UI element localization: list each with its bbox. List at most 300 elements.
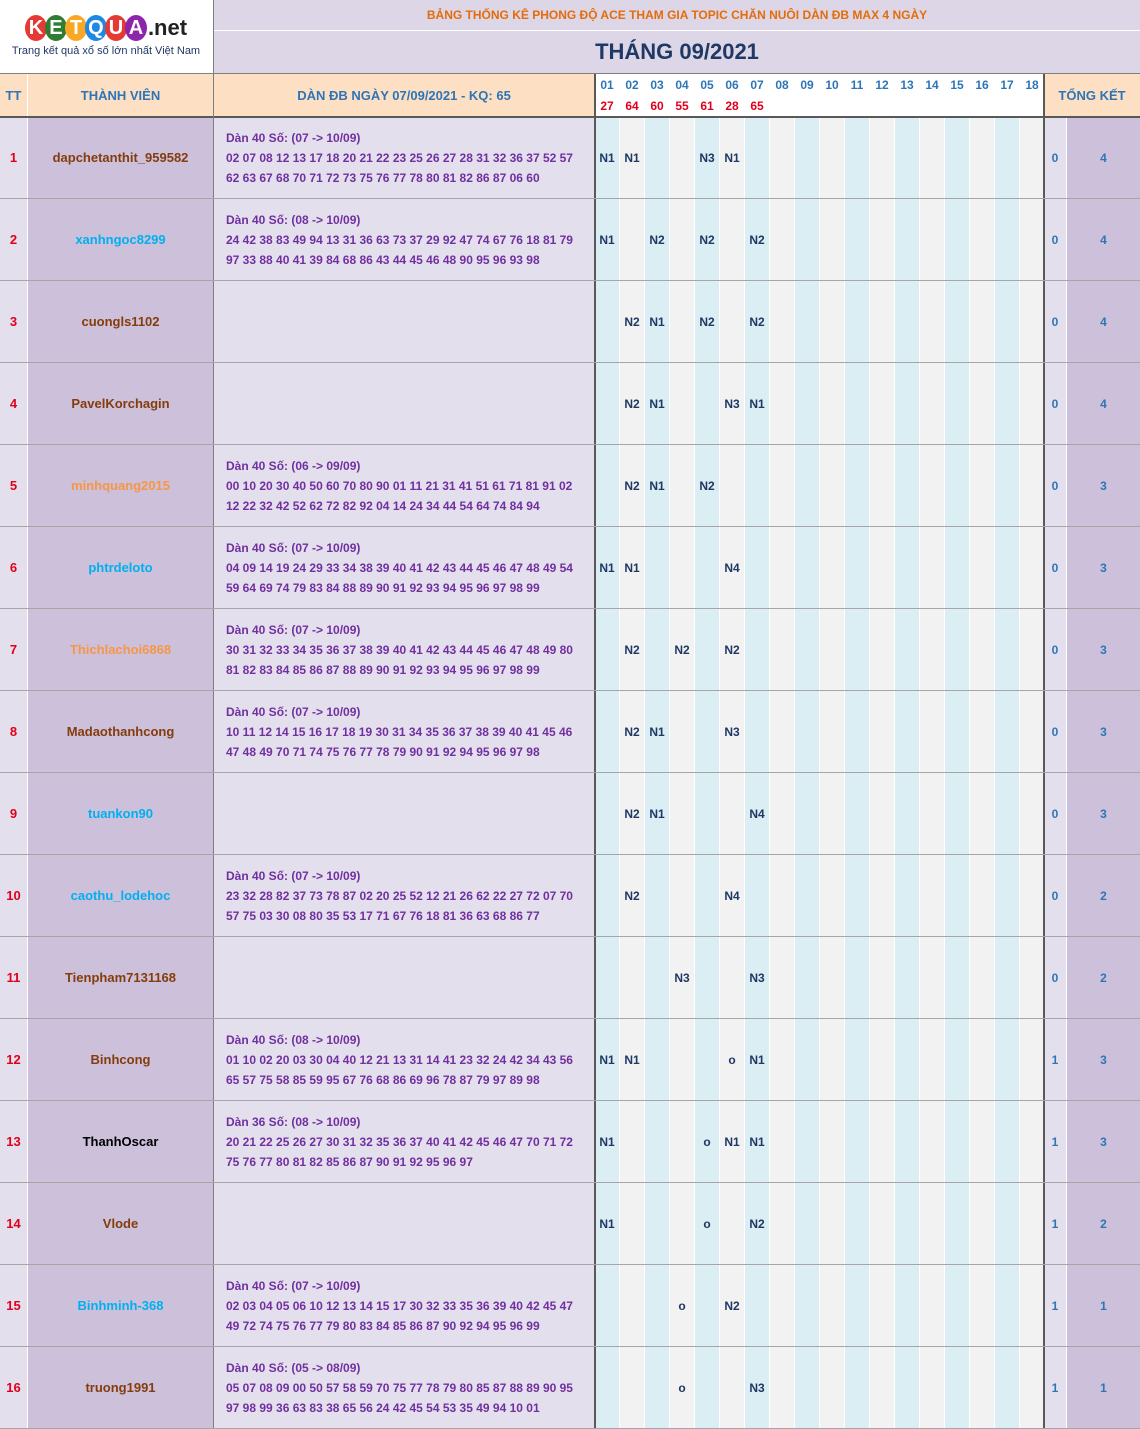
day-result-cell: [1020, 691, 1044, 772]
logo-letter: E: [45, 15, 67, 41]
row-line: [0, 444, 1140, 445]
member-name[interactable]: Binhcong: [28, 1019, 213, 1100]
day-result-cell: [795, 1101, 819, 1182]
day-result-cell: [595, 1265, 619, 1346]
day-result-cell: [870, 1265, 894, 1346]
day-result-cell: N2: [720, 609, 744, 690]
day-result-cell: [920, 281, 944, 362]
day-result-cell: [795, 855, 819, 936]
day-result-cell: [795, 199, 819, 280]
dan-line: 30 31 32 33 34 35 36 37 38 39 40 41 42 43 44 45 46 47 48 49 80: [226, 642, 573, 657]
summary-hit: 3: [1067, 1101, 1140, 1182]
day-result-cell: N2: [745, 1183, 769, 1264]
day-result-cell: [945, 691, 969, 772]
col-header-dan: DÀN ĐB NGÀY 07/09/2021 - KQ: 65: [214, 74, 594, 116]
day-result-cell: o: [670, 1347, 694, 1428]
member-name[interactable]: Madaothanhcong: [28, 691, 213, 772]
day-result-cell: [945, 1183, 969, 1264]
day-result-cell: [895, 1265, 919, 1346]
dan-numbers: [214, 117, 594, 198]
day-result-cell: [920, 199, 944, 280]
col-line: [213, 0, 214, 1429]
day-result-cell: [820, 609, 844, 690]
day-result-cell: N3: [695, 117, 719, 198]
day-result-cell: [945, 363, 969, 444]
day-header: 14: [920, 74, 944, 95]
day-result-cell: [1020, 1019, 1044, 1100]
row-number: 14: [0, 1183, 27, 1264]
summary-miss: 0: [1044, 445, 1066, 526]
member-name[interactable]: xanhngoc8299: [28, 199, 213, 280]
day-header: 09: [795, 74, 819, 95]
dan-line: 59 64 69 74 79 83 84 88 89 90 91 92 93 94 95 96 97 98 99: [226, 580, 540, 595]
day-result-cell: [595, 773, 619, 854]
day-result: [870, 96, 894, 116]
day-result-cell: [645, 937, 669, 1018]
day-result-cell: [945, 1019, 969, 1100]
day-result-cell: [970, 1019, 994, 1100]
dan-line: 00 10 20 30 40 50 60 70 80 90 01 11 21 31 41 51 61 71 81 91 02: [226, 478, 573, 493]
day-result-cell: [970, 937, 994, 1018]
ketqua-logo[interactable]: [0, 0, 212, 72]
day-result-cell: [845, 691, 869, 772]
col-header-tt: TT: [0, 74, 27, 116]
day-result-cell: N1: [620, 1019, 644, 1100]
day-result-cell: N1: [620, 527, 644, 608]
day-result-cell: [795, 1019, 819, 1100]
day-result-cell: [820, 937, 844, 1018]
day-header: 04: [670, 74, 694, 95]
day-result-cell: [995, 1101, 1019, 1182]
day-result-cell: [795, 445, 819, 526]
day-result-cell: [895, 363, 919, 444]
day-result-cell: o: [720, 1019, 744, 1100]
day-header: 02: [620, 74, 644, 95]
dan-numbers: [214, 363, 594, 444]
member-name[interactable]: dapchetanthit_959582: [28, 117, 213, 198]
row-line: [0, 1018, 1140, 1019]
dan-numbers: [214, 691, 594, 772]
dan-line: 02 03 04 05 06 10 12 13 14 15 17 30 32 33 35 36 39 40 42 45 47: [226, 1298, 573, 1313]
day-result-cell: [870, 1183, 894, 1264]
day-result-cell: [795, 1265, 819, 1346]
day-result-cell: [870, 937, 894, 1018]
day-result-cell: [870, 363, 894, 444]
day-result-cell: [620, 199, 644, 280]
row-line: [0, 198, 1140, 199]
day-result-cell: [970, 363, 994, 444]
summary-hit: 4: [1067, 363, 1140, 444]
day-result-cell: [595, 855, 619, 936]
day-result-cell: [920, 855, 944, 936]
day-result-cell: N3: [745, 1347, 769, 1428]
day-result-cell: [845, 363, 869, 444]
day-result-cell: [945, 609, 969, 690]
header-bottom-line: [0, 116, 1140, 118]
summary-hit: 2: [1067, 855, 1140, 936]
day-result: 64: [620, 96, 644, 116]
day-result: 65: [745, 96, 769, 116]
day-result: [920, 96, 944, 116]
day-result-cell: [620, 937, 644, 1018]
day-result-cell: [895, 1019, 919, 1100]
dan-line: Dàn 40 Số: (07 -> 10/09): [226, 130, 361, 145]
day-result-cell: [770, 363, 794, 444]
summary-hit: 1: [1067, 1265, 1140, 1346]
summary-hit: 4: [1067, 281, 1140, 362]
dan-line: 97 33 88 40 41 39 84 68 86 43 44 45 46 48 90 95 96 93 98: [226, 252, 540, 267]
day-result-cell: N1: [645, 691, 669, 772]
day-result-cell: [870, 609, 894, 690]
day-result-cell: N1: [595, 117, 619, 198]
summary-hit: 4: [1067, 199, 1140, 280]
day-result-cell: [895, 281, 919, 362]
day-result-cell: [795, 281, 819, 362]
day-result-cell: [745, 527, 769, 608]
day-result-cell: [995, 281, 1019, 362]
dan-line: Dàn 40 Số: (06 -> 09/09): [226, 458, 361, 473]
day-result: 61: [695, 96, 719, 116]
day-result-cell: [745, 445, 769, 526]
summary-hit: 3: [1067, 445, 1140, 526]
day-header: 17: [995, 74, 1019, 95]
day-header: 08: [770, 74, 794, 95]
summary-miss: 0: [1044, 773, 1066, 854]
day-result-cell: N2: [670, 609, 694, 690]
dan-line: 49 72 74 75 76 77 79 80 83 84 85 86 87 90 92 94 95 96 99: [226, 1318, 540, 1333]
row-line: [0, 526, 1140, 527]
day-result-cell: [695, 691, 719, 772]
day-result-cell: [845, 1347, 869, 1428]
summary-hit: 1: [1067, 1347, 1140, 1428]
row-line: [0, 280, 1140, 281]
day-result: [845, 96, 869, 116]
day-result-cell: [1020, 855, 1044, 936]
day-result-cell: [1020, 527, 1044, 608]
day-result-cell: [870, 1347, 894, 1428]
day-result-cell: [770, 1347, 794, 1428]
day-result-cell: [695, 609, 719, 690]
day-result-cell: N1: [595, 527, 619, 608]
member-name[interactable]: phtrdeloto: [28, 527, 213, 608]
logo-slogan: Trang kết quả xổ số lớn nhất Việt Nam: [11, 45, 201, 57]
member-name[interactable]: PavelKorchagin: [28, 363, 213, 444]
day-result-cell: [895, 1101, 919, 1182]
row-number: 3: [0, 281, 27, 362]
day-result-cell: N2: [620, 281, 644, 362]
day-result-cell: N2: [695, 281, 719, 362]
day-result-cell: [770, 773, 794, 854]
day-result-cell: [695, 1347, 719, 1428]
day-result-cell: [670, 1101, 694, 1182]
day-result-cell: [970, 773, 994, 854]
dan-numbers: [214, 855, 594, 936]
summary-miss: 0: [1044, 117, 1066, 198]
day-result-cell: [820, 1019, 844, 1100]
row-line: [0, 1264, 1140, 1265]
row-line: [0, 854, 1140, 855]
member-name[interactable]: Tienpham7131168: [28, 937, 213, 1018]
dan-numbers: [214, 199, 594, 280]
day-result-cell: [670, 1183, 694, 1264]
day-result: [820, 96, 844, 116]
day-result-cell: [845, 937, 869, 1018]
day-result-cell: [995, 1265, 1019, 1346]
day-result-cell: o: [695, 1101, 719, 1182]
member-name[interactable]: minhquang2015: [28, 445, 213, 526]
dan-line: Dàn 40 Số: (07 -> 10/09): [226, 868, 361, 883]
day-result-cell: [695, 527, 719, 608]
day-result-cell: [870, 773, 894, 854]
day-header: 11: [845, 74, 869, 95]
day-result-cell: [970, 691, 994, 772]
day-result-cell: [920, 117, 944, 198]
day-result-cell: [770, 527, 794, 608]
row-number: 15: [0, 1265, 27, 1346]
col-line: [1043, 74, 1045, 1429]
summary-miss: 0: [1044, 363, 1066, 444]
day-result-cell: [795, 937, 819, 1018]
dan-line: Dàn 36 Số: (08 -> 10/09): [226, 1114, 361, 1129]
day-result-cell: [970, 1101, 994, 1182]
day-result-cell: N2: [620, 445, 644, 526]
member-name[interactable]: caothu_lodehoc: [28, 855, 213, 936]
day-result-cell: [645, 1347, 669, 1428]
day-result-cell: [645, 1265, 669, 1346]
day-result-cell: [945, 773, 969, 854]
summary-hit: 3: [1067, 691, 1140, 772]
dan-line: Dàn 40 Số: (07 -> 10/09): [226, 622, 361, 637]
day-result-cell: [995, 609, 1019, 690]
day-result: [995, 96, 1019, 116]
day-result-cell: [970, 855, 994, 936]
day-result-cell: [670, 691, 694, 772]
day-result-cell: [720, 773, 744, 854]
day-result-cell: [845, 199, 869, 280]
day-result-cell: [720, 1347, 744, 1428]
day-result-cell: [820, 1347, 844, 1428]
day-header: 10: [820, 74, 844, 95]
day-header: 07: [745, 74, 769, 95]
day-result-cell: N3: [720, 363, 744, 444]
day-header: 01: [595, 74, 619, 95]
summary-miss: 0: [1044, 855, 1066, 936]
dan-line: 05 07 08 09 00 50 57 58 59 70 75 77 78 79 80 85 87 88 89 90 95: [226, 1380, 573, 1395]
day-result-cell: N1: [645, 445, 669, 526]
day-result-cell: [1020, 363, 1044, 444]
day-result-cell: [795, 1183, 819, 1264]
day-result-cell: [1020, 1101, 1044, 1182]
day-result-cell: [595, 445, 619, 526]
sheet-title: THÁNG 09/2021: [214, 31, 1140, 73]
row-line: [0, 772, 1140, 773]
day-result-cell: N2: [620, 609, 644, 690]
day-result-cell: [920, 1265, 944, 1346]
summary-miss: 1: [1044, 1019, 1066, 1100]
dan-line: 81 82 83 84 85 86 87 88 89 90 91 92 93 94 95 96 97 98 99: [226, 662, 540, 677]
dan-line: 97 98 99 36 63 83 38 65 56 24 42 45 54 53 35 49 94 10 01: [226, 1400, 540, 1415]
day-result-cell: [670, 527, 694, 608]
day-result-cell: [595, 691, 619, 772]
day-result-cell: [870, 445, 894, 526]
member-name[interactable]: tuankon90: [28, 773, 213, 854]
day-result-cell: [645, 855, 669, 936]
summary-hit: 2: [1067, 937, 1140, 1018]
day-result-cell: [670, 363, 694, 444]
day-result-cell: [870, 1101, 894, 1182]
day-result: [1020, 96, 1044, 116]
logo-wordmark: [25, 15, 187, 41]
day-result-cell: N1: [620, 117, 644, 198]
row-number: 8: [0, 691, 27, 772]
day-result-cell: [845, 527, 869, 608]
day-result-cell: [845, 1101, 869, 1182]
day-result-cell: N1: [745, 1101, 769, 1182]
row-line: [0, 690, 1140, 691]
day-result-cell: [770, 1183, 794, 1264]
summary-miss: 1: [1044, 1347, 1066, 1428]
dan-numbers: [214, 1101, 594, 1182]
day-result-cell: [795, 773, 819, 854]
day-result-cell: [820, 363, 844, 444]
day-result-cell: [845, 855, 869, 936]
day-result-cell: [820, 691, 844, 772]
day-result-cell: [670, 1019, 694, 1100]
dan-line: 23 32 28 82 37 73 78 87 02 20 25 52 12 21 26 62 22 27 72 07 70: [226, 888, 573, 903]
day-header: 13: [895, 74, 919, 95]
row-line: [0, 1100, 1140, 1101]
row-line: [0, 1346, 1140, 1347]
dan-numbers: [214, 281, 594, 362]
day-result-cell: [945, 1347, 969, 1428]
day-result-cell: N2: [620, 855, 644, 936]
day-result-cell: [695, 1019, 719, 1100]
row-line: [0, 1182, 1140, 1183]
dan-numbers: [214, 1265, 594, 1346]
day-result-cell: [645, 527, 669, 608]
day-result-cell: [845, 281, 869, 362]
day-header: 06: [720, 74, 744, 95]
day-result-cell: [895, 199, 919, 280]
row-number: 1: [0, 117, 27, 198]
day-result-cell: [670, 773, 694, 854]
dan-line: 02 07 08 12 13 17 18 20 21 22 23 25 26 27 28 31 32 36 37 52 57: [226, 150, 573, 165]
day-result-cell: [795, 117, 819, 198]
day-result-cell: [920, 527, 944, 608]
day-result-cell: [895, 773, 919, 854]
row-number: 4: [0, 363, 27, 444]
day-result-cell: [995, 363, 1019, 444]
day-result-cell: [995, 691, 1019, 772]
day-result-cell: [920, 937, 944, 1018]
member-name[interactable]: Thichlachoi6868: [28, 609, 213, 690]
day-result: [795, 96, 819, 116]
member-name[interactable]: Binhminh-368: [28, 1265, 213, 1346]
day-result-cell: [1020, 937, 1044, 1018]
day-result-cell: [745, 691, 769, 772]
day-result-cell: [820, 527, 844, 608]
day-result-cell: [745, 1265, 769, 1346]
dan-line: 12 22 32 42 52 62 72 82 92 04 14 24 34 44 54 64 74 84 94: [226, 498, 540, 513]
day-result-cell: N1: [595, 199, 619, 280]
day-result-cell: N2: [695, 445, 719, 526]
sheet-subtitle: BẢNG THỐNG KÊ PHONG ĐỘ ACE THAM GIA TOPIC CHĂN NUÔI DÀN ĐB MAX 4 NGÀY: [214, 0, 1140, 30]
day-result-cell: [920, 1347, 944, 1428]
day-result-cell: [845, 609, 869, 690]
day-result-cell: [970, 527, 994, 608]
day-result-cell: [920, 363, 944, 444]
dan-numbers: [214, 773, 594, 854]
day-result-cell: [645, 609, 669, 690]
day-result-cell: [995, 117, 1019, 198]
day-result-cell: [595, 1347, 619, 1428]
day-result-cell: [1020, 1265, 1044, 1346]
day-result-cell: [820, 1101, 844, 1182]
dan-numbers: [214, 445, 594, 526]
day-result-cell: [670, 281, 694, 362]
summary-miss: 1: [1044, 1101, 1066, 1182]
day-result-cell: N2: [720, 1265, 744, 1346]
day-result-cell: [720, 937, 744, 1018]
day-result-cell: N2: [645, 199, 669, 280]
day-result-cell: [620, 1101, 644, 1182]
day-result-cell: N2: [620, 691, 644, 772]
dan-line: 10 11 12 14 15 16 17 18 19 30 31 34 35 36 37 38 39 40 41 45 46: [226, 724, 573, 739]
member-name[interactable]: cuongls1102: [28, 281, 213, 362]
day-result-cell: [820, 199, 844, 280]
member-name[interactable]: truong1991: [28, 1347, 213, 1428]
dan-line: Dàn 40 Số: (07 -> 10/09): [226, 540, 361, 555]
day-result-cell: [945, 1101, 969, 1182]
day-result-cell: N1: [595, 1101, 619, 1182]
row-number: 6: [0, 527, 27, 608]
member-name[interactable]: Vlode: [28, 1183, 213, 1264]
day-result-cell: [595, 937, 619, 1018]
day-result-cell: [870, 199, 894, 280]
dan-line: Dàn 40 Số: (08 -> 10/09): [226, 212, 361, 227]
day-result-cell: [795, 691, 819, 772]
day-result-cell: N1: [645, 281, 669, 362]
logo-letter: K: [25, 15, 47, 41]
day-result-cell: [870, 855, 894, 936]
row-line: [0, 936, 1140, 937]
day-header: 15: [945, 74, 969, 95]
day-result-cell: [995, 199, 1019, 280]
dan-line: 57 75 03 30 08 80 35 53 17 71 67 76 18 81 36 63 68 86 77: [226, 908, 540, 923]
logo-letter: T: [65, 15, 87, 41]
day-result-cell: [895, 609, 919, 690]
summary-hit: 3: [1067, 1019, 1140, 1100]
day-result-cell: [820, 1183, 844, 1264]
day-result-cell: [995, 1347, 1019, 1428]
day-result: 60: [645, 96, 669, 116]
day-result-cell: [920, 1019, 944, 1100]
day-result-cell: [970, 281, 994, 362]
day-result-cell: [920, 1101, 944, 1182]
summary-miss: 0: [1044, 937, 1066, 1018]
dan-line: 24 42 38 83 49 94 13 31 36 63 73 37 29 92 47 74 67 76 18 81 79: [226, 232, 573, 247]
day-header: 18: [1020, 74, 1044, 95]
row-number: 9: [0, 773, 27, 854]
day-result-cell: [620, 1347, 644, 1428]
dan-line: Dàn 40 Số: (07 -> 10/09): [226, 704, 361, 719]
day-result-cell: [945, 855, 969, 936]
day-result-cell: [945, 445, 969, 526]
member-name[interactable]: ThanhOscar: [28, 1101, 213, 1182]
day-result-cell: [695, 773, 719, 854]
day-result-cell: [770, 445, 794, 526]
day-result-cell: [1020, 1183, 1044, 1264]
